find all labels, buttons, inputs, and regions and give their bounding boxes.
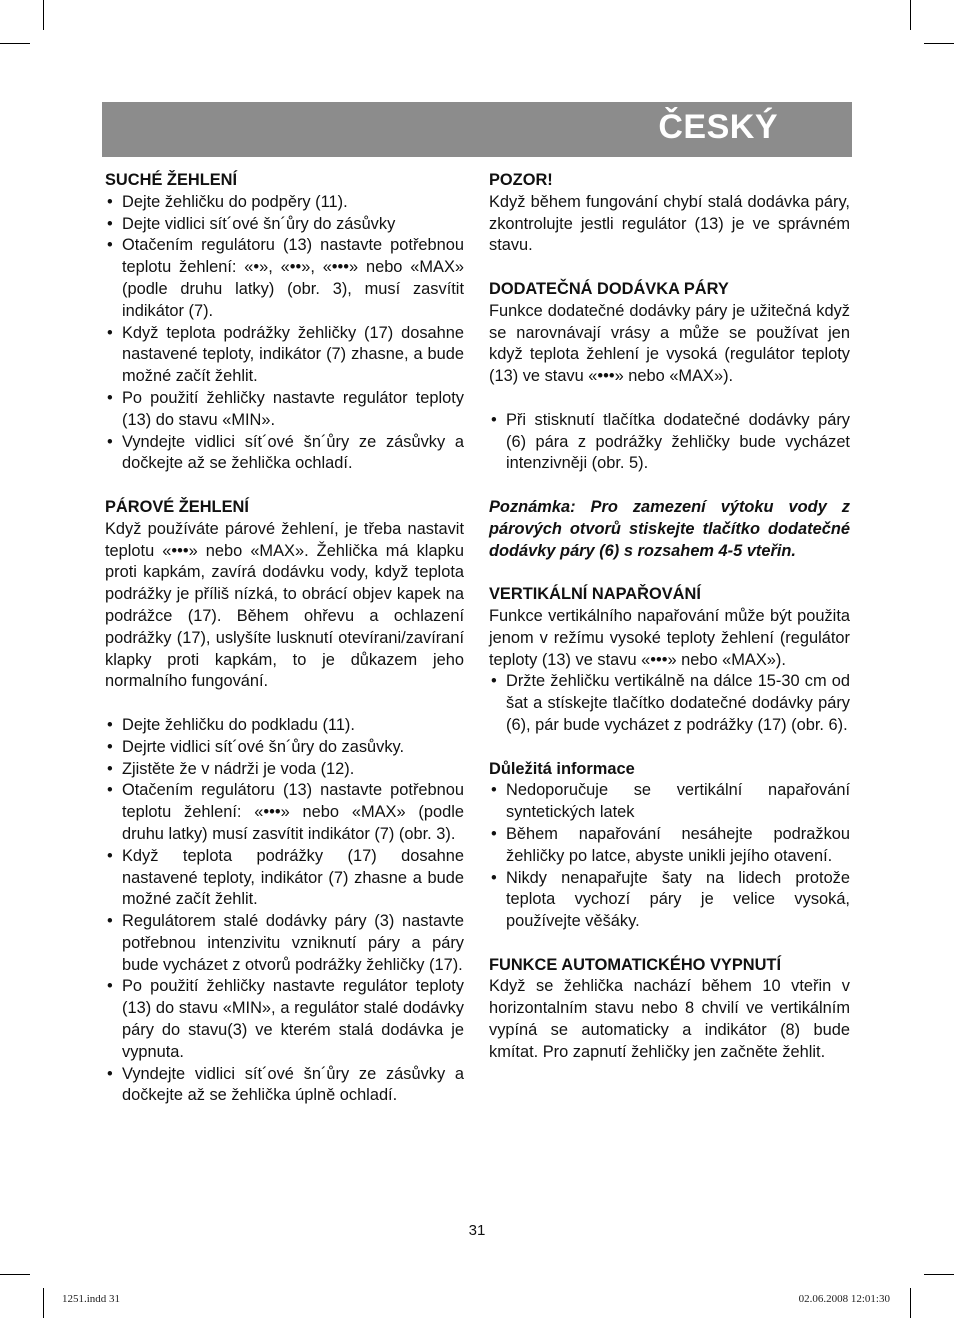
- list-item: • Regulátorem stalé dodávky páry (3) nastavte potřebnou intenzivitu vzniknutí páry a páry bude vycházet z otvorů podrážky žehličky (17).: [105, 911, 464, 976]
- note-paragraph: Poznámka: Pro zamezení výtoku vody z párových otvorů stiskejte tlačítko dodatečné dodávky páry (6) s rozsahem 4-5 vteřin.: [489, 497, 850, 560]
- steam-ironing-list: [105, 715, 464, 1107]
- right-column: [489, 170, 850, 1064]
- file-slug: 1251.indd 31: [62, 1293, 121, 1305]
- date-slug: 02.06.2008 12:01:30: [798, 1293, 890, 1305]
- auto-off-paragraph: Když se žehlička nachází během 10 vteřin v horizontalním stavu nebo 8 chvilí ve vertikálním vypíná se automaticky a indikátor (8) bude kmítat. Pro zapnutí žehličky jen začněte žehlit.: [489, 977, 850, 1061]
- list-item: • Dejte žehličku do podpěry (11).: [105, 192, 464, 214]
- language-header-bar: [102, 102, 852, 157]
- list-item: • Otačením regulátoru (13) nastavte potřebnou teplotu žehlení: «•», «••», «•••» nebo «MAX» (podle druhu latky) (obr. 3), musí zasvítit indikátor (7).: [105, 235, 464, 322]
- section-title-auto-off: FUNKCE AUTOMATICKÉHO VYPNUTÍ: [489, 955, 781, 974]
- list-item: • Nedoporučuje se vertikální napařování syntetických latek: [489, 780, 850, 824]
- steam-ironing-paragraph: Když používáte párové žehlení, je třeba nastavit teplotu «•••» nebo «MAX». Žehlička má klapku proti kapkám, zavírá dodávku vody, když teplota podrážky je příliš nízká, to obrácí objev kapek na podrážce (17). Během ohřevu a ochlazení podrážky (17), uslyšíte lusknutí otevírani/zavíraní klapky proti kapkám, to je důkazem jeho normalního fungování.: [105, 519, 464, 691]
- steam-boost-paragraph: Funkce dodatečné dodávky páry je užitečná když se narovnávají vrásy a může se používat jen když teplota žehlení je vysoká (regulátor teploty (13) ve stavu «•••» nebo «MAX»).: [489, 301, 850, 386]
- section-title-dry-ironing: SUCHÉ ŽEHLENÍ: [105, 171, 238, 189]
- list-item: • Když teplota podrážky žehličky (17) dosahne nastavené teploty, indikátor (7) zhasne, a bude možné začít žehlit.: [105, 323, 464, 388]
- list-item: • Po použití žehličky nastavte regulátor teploty (13) do stavu «MIN».: [105, 388, 464, 432]
- crop-mark: [924, 1274, 954, 1275]
- list-item: • Dejte vidlici sít´ové šn´ůry do zásůvky: [105, 214, 464, 236]
- list-item: • Vyndejte vidlici sít´ové šn´ůry ze zásůvky a dočkejte až se žehlička ochladí.: [105, 432, 464, 476]
- list-item: • Zjistěte že v nádrži je voda (12).: [105, 759, 464, 781]
- list-item: • Dejte žehličku do podkladu (11).: [105, 715, 464, 737]
- list-item: • Během napařování nesáhejte podražkou žehličky po latce, abyste unikli jejího otavení.: [489, 824, 850, 868]
- list-item: • Vyndejte vidlici sít´ové šn´ůry ze zásůvky a dočkejte až se žehlička úplně ochladí.: [105, 1064, 464, 1108]
- important-list: [489, 780, 850, 933]
- page-title: ČESKÝ: [658, 108, 778, 146]
- section-title-vertical-steam: VERTIKÁLNÍ NAPAŘOVÁNÍ: [489, 585, 701, 604]
- list-item: • Držte žehličku vertikálně na dálce 15-30 cm od šat a stískejte tlačítko dodatečné dodávky páry (6), pár bude vycházet z podrážky (17) (obr. 6).: [489, 671, 850, 736]
- left-column: [105, 170, 464, 1107]
- vertical-steam-list: [489, 671, 850, 736]
- list-item: • Otačením regulátoru (13) nastavte potřebnou teplotu žehlení: «•••» nebo «MAX» (podle druhu latky) musí zasvítit indikátor (7) (obr. 3).: [105, 780, 464, 845]
- section-title-steam-ironing: PÁROVÉ ŽEHLENÍ: [105, 497, 249, 516]
- list-item: • Při stisknutí tlačítka dodatečné dodávky páry (6) pára z podrážky žehličky bude vycházet intenzivněji (obr. 5).: [489, 410, 850, 475]
- page-number: 31: [468, 1222, 486, 1239]
- steam-boost-list: [489, 410, 850, 475]
- crop-mark: [910, 0, 911, 30]
- crop-mark: [43, 1288, 44, 1318]
- crop-mark: [0, 43, 30, 44]
- section-title-important: Důležitá informace: [489, 759, 635, 778]
- list-item: • Když teplota podrážky (17) dosahne nastavené teploty, indikátor (7) zhasne a bude možné začít žehlit.: [105, 846, 464, 911]
- list-item: • Dejrte vidlici sít´ové šn´ůry do zasůvky.: [105, 737, 464, 759]
- list-item: • Nikdy nenapařujte šaty na lidech protože teplota vychozí páry je velice vysoká, používejte věšáky.: [489, 868, 850, 933]
- vertical-steam-paragraph: Funkce vertikálního napařování může být použita jenom v režímu vysoké teploty žehlení (regulátor teploty (13) ve stavu «•••» nebo «MAX»).: [489, 606, 850, 669]
- section-title-steam-boost: DODATEČNÁ DODÁVKA PÁRY: [489, 279, 729, 298]
- crop-mark: [910, 1288, 911, 1318]
- crop-mark: [924, 43, 954, 44]
- list-item: • Po použití žehličky nastavte regulátor teploty (13) do stavu «MIN», a regulátor stalé dodávky páry do stavu(3) ve kterém stalá dodávka je vypnuta.: [105, 976, 464, 1063]
- section-title-warning: POZOR!: [489, 171, 553, 189]
- crop-mark: [43, 0, 44, 30]
- warning-paragraph: Když během fungování chybí stalá dodávka páry, zkontrolujte jestli regulátor (13) je ve správném stavu.: [489, 192, 850, 255]
- crop-mark: [0, 1274, 30, 1275]
- dry-ironing-list: [105, 192, 464, 475]
